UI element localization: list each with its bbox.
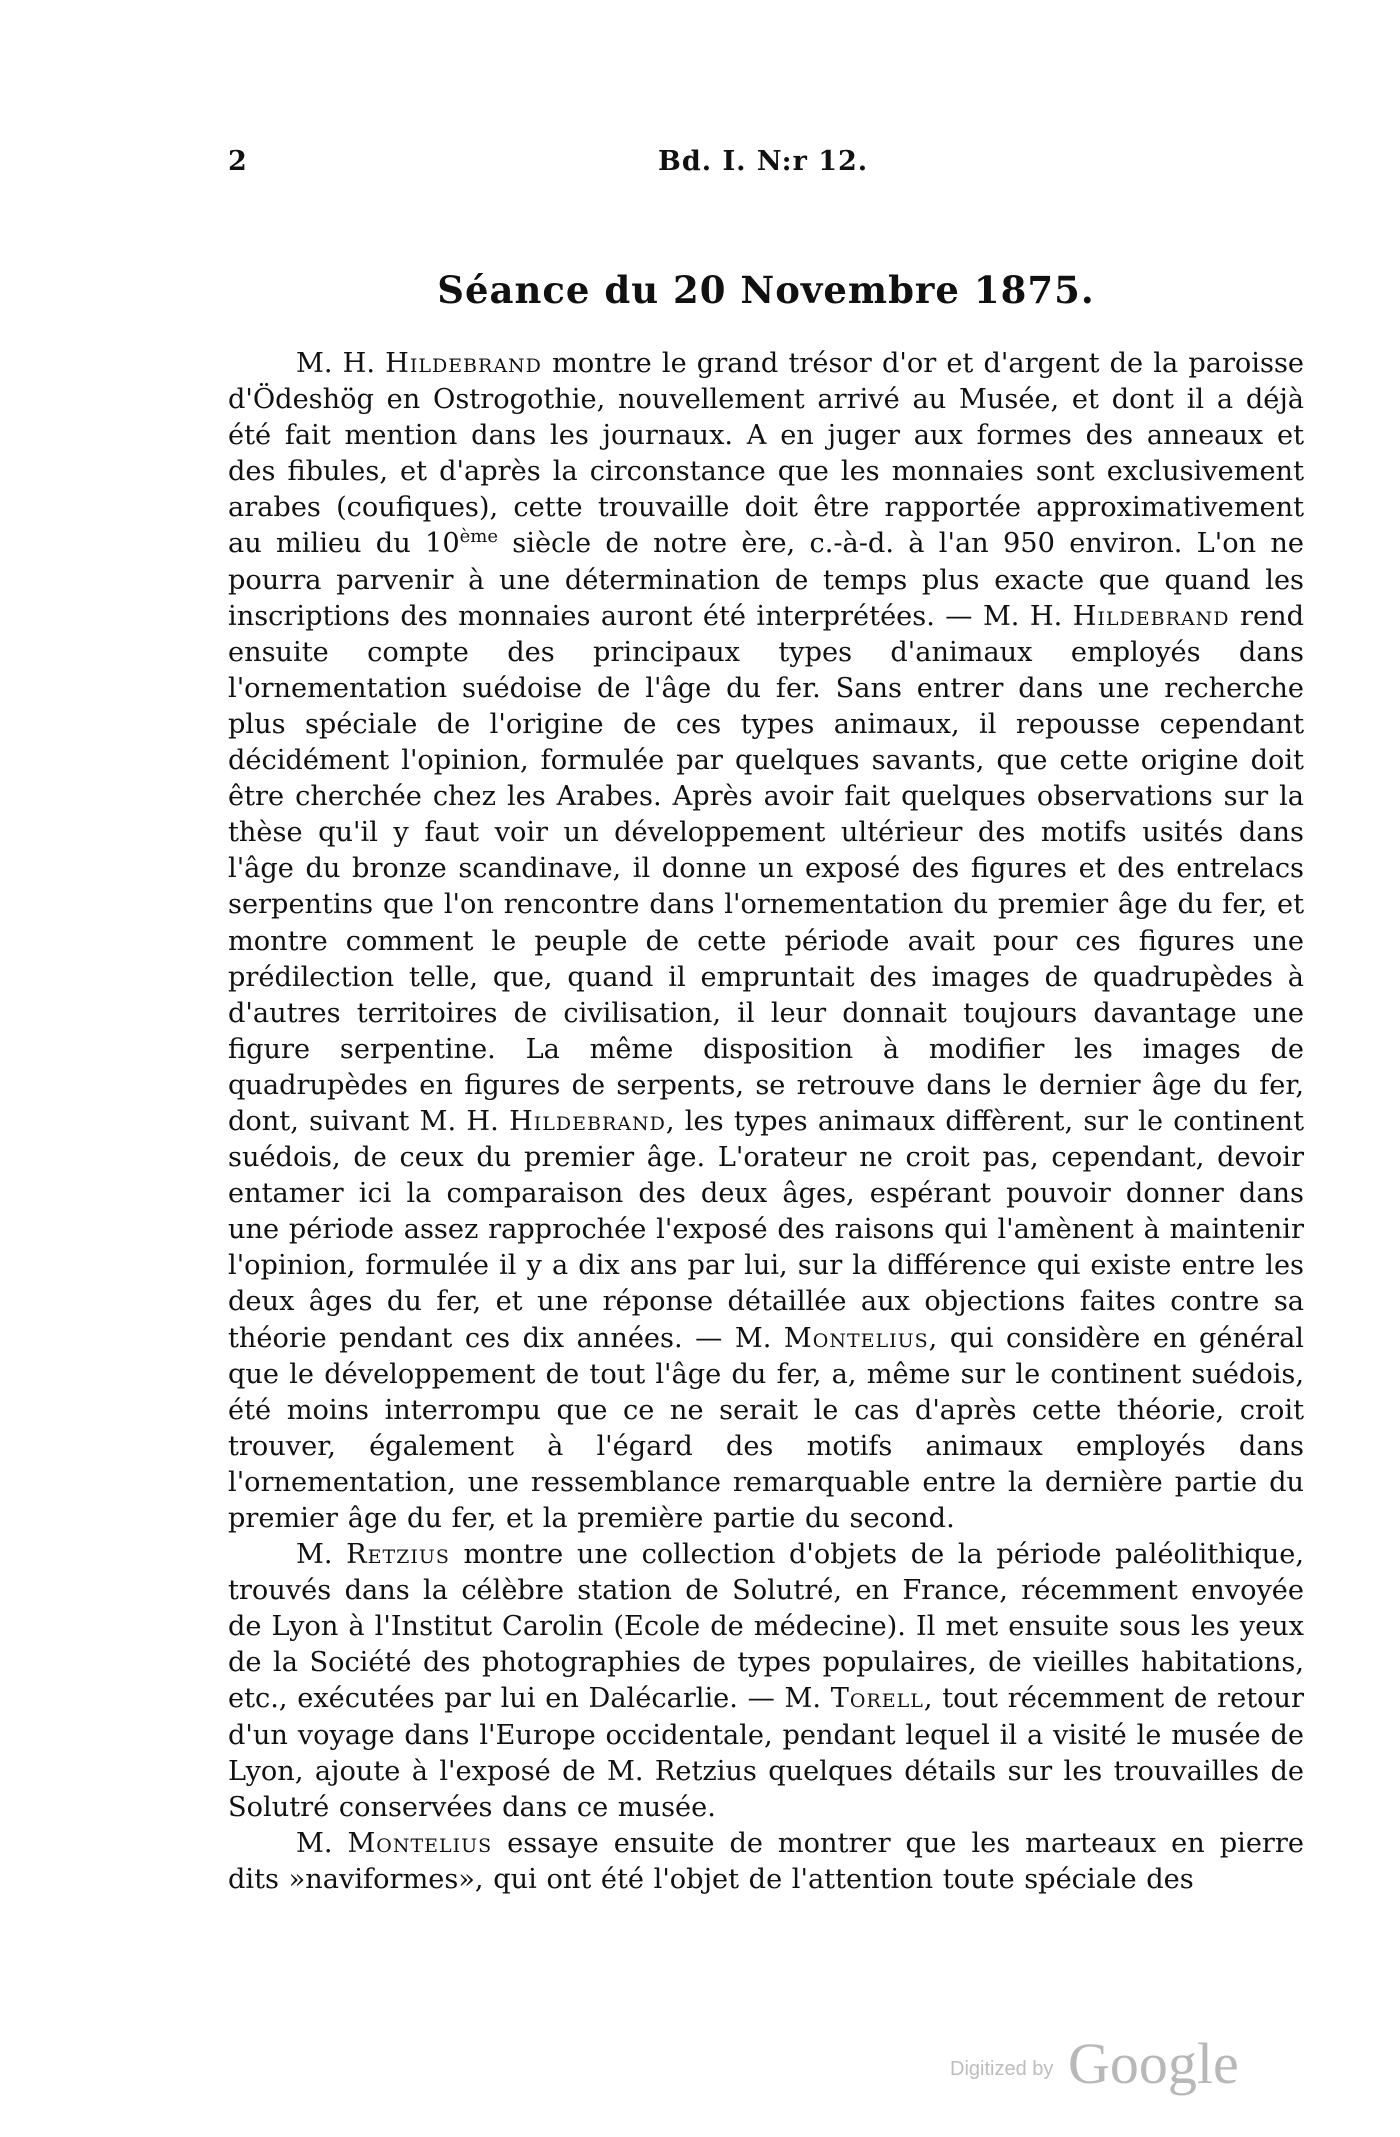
section-title: Séance du 20 Novembre 1875. [437, 268, 1095, 312]
superscript: ème [459, 526, 498, 548]
watermark-text: Digitized by [950, 2058, 1054, 2080]
body-text [228, 346, 1304, 1898]
paragraph: M. H. Hildebrand montre le grand trésor d'or et d'argent de la paroisse d'Ödeshög en Ostrogothie, nouvellement arrivé au Musée, et dont il a déjà été fait mention dans les journaux. A en juger aux formes des anneaux et des fibules, et d'après la circonstance que les monnaies sont exclusivement arabes (coufiques), cette trouvaille doit être rapportée approximativement au milieu du 10ème siècle de notre ère, c.-à-d. à l'an 950 environ. L'on ne pourra parvenir à une détermination de temps plus exacte que quand les inscriptions des monnaies auront été interprétées. — M. H. Hildebrand rend ensuite compte des principaux types d'animaux employés dans l'ornementation suédoise de l'âge du fer. Sans entrer dans une recherche plus spéciale de l'origine de ces types animaux, il repousse cependant décidément l'opinion, formulée par quelques savants, que cette origine doit être cherchée chez les Arabes. Après avoir fait quelques observations sur la thèse qu'il y faut voir un développement ultérieur des motifs usités dans l'âge du bronze scandinave, il donne un exposé des figures et des entrelacs serpentins que l'on rencontre dans l'ornementation du premier âge du fer, et montre comment le peuple de cette période avait pour ces figures une prédilection telle, que, quand il empruntait des images de quadrupèdes à d'autres territoires de civilisation, il leur donnait toujours davantage une figure serpentine. La même disposition à modifier les images de quadrupèdes en figures de serpents, se retrouve dans le dernier âge du fer, dont, suivant M. H. Hildebrand, les types animaux diffèrent, sur le continent suédois, de ceux du premier âge. L'orateur ne croit pas, cependant, devoir entamer ici la comparaison des deux âges, espérant pouvoir donner dans une période assez rapprochée l'exposé des raisons qui l'amènent à maintenir l'opinion, formulée il y a dix ans par lui, sur la différence qui existe entre les deux âges du fer, et une réponse détaillée aux objections faites contre sa théorie pendant ces dix années. — M. Montelius, qui considère en général que le développement de tout l'âge du fer, a, même sur le continent suédois, été moins interrompu que ce ne serait le cas d'après cette théorie, croit trouver, également à l'égard des motifs animaux employés dans l'ornementation, une ressemblance remarquable entre la dernière partie du premier âge du fer, et la première partie du second. [228, 348, 1304, 1534]
person-name: Montelius [783, 1322, 929, 1354]
person-name: Hildebrand [509, 1105, 666, 1137]
volume-issue: Bd. I. N:r 12. [658, 146, 869, 177]
running-header [228, 146, 1304, 186]
paragraph: M. Montelius essaye ensuite de montrer que les marteaux en pierre dits »naviformes», qui ont été l'objet de l'attention toute spéciale des [228, 1827, 1304, 1895]
person-name: Hildebrand [385, 348, 542, 379]
person-name: Hildebrand [1072, 600, 1230, 632]
paragraph: M. Retzius montre une collection d'objets de la période paléolithique, trouvés dans la célèbre station de Solutré, en France, récemment envoyée de Lyon à l'Institut Carolin (Ecole de médecine). Il met ensuite sous les yeux de la Société des photographies de types populaires, de vieilles habitations, etc., exécutées par lui en Dalécarlie. — M. Torell, tout récemment de retour d'un voyage dans l'Europe occidentale, pendant lequel il a visité le musée de Lyon, ajoute à l'exposé de M. Retzius quelques détails sur les trouvailles de Solutré conservées dans ce musée. [228, 1539, 1305, 1823]
digitization-watermark [950, 2030, 1250, 2100]
google-logo: Google [1068, 2031, 1239, 2096]
person-name: Torell [830, 1683, 924, 1715]
person-name: Retzius [346, 1539, 450, 1571]
person-name: Montelius [347, 1827, 493, 1859]
page-number: 2 [228, 146, 247, 177]
